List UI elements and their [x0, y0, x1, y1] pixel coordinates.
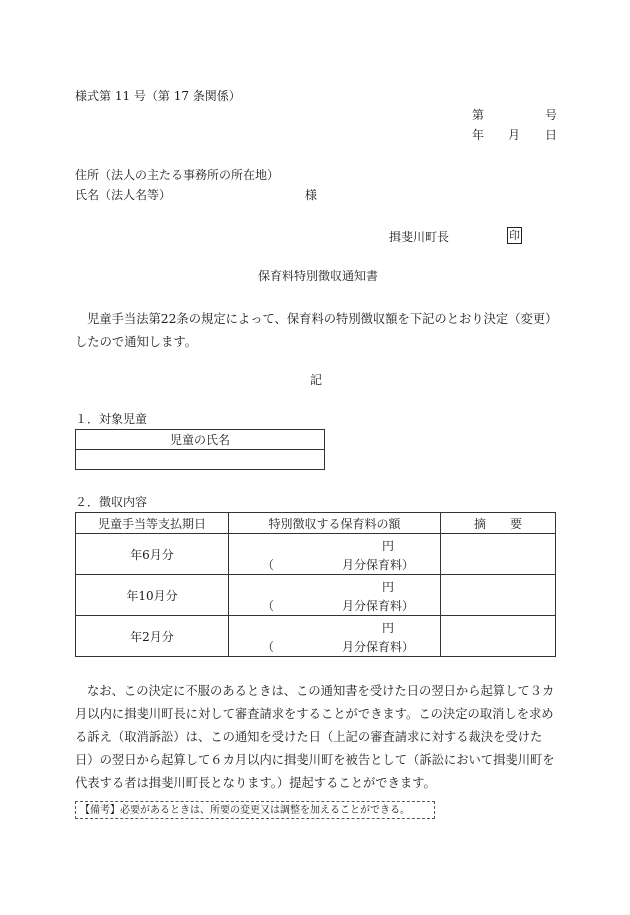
date-day: 日 [545, 128, 558, 142]
yen-label: 円 [381, 539, 394, 553]
form-number: 様式第 11 号（第 17 条関係） [75, 89, 241, 103]
period-cell: 年2月分 [76, 616, 229, 657]
issuer-name: 揖斐川町長 [389, 230, 450, 244]
section2-heading: ２．徴収内容 [75, 495, 148, 509]
seal-stamp: 印 [509, 229, 520, 242]
remark-box: 【備考】必要があるときは、所要の変更又は調整を加えることができる。 [75, 801, 435, 819]
yen-label: 円 [381, 580, 394, 594]
remarks-cell [441, 616, 556, 657]
intro-paragraph: 児童手当法第22条の規定によって、保育料の特別徴収額を下記のとおり決定（変更）したので通知します。 [75, 312, 558, 349]
open-paren: （ [262, 599, 275, 613]
table-row [76, 616, 556, 657]
doc-number-go: 号 [545, 108, 558, 122]
doc-number-dai: 第 [472, 108, 485, 122]
header-remarks: 摘 要 [441, 513, 556, 534]
remarks-cell [441, 575, 556, 616]
date-month: 月 [508, 128, 521, 142]
name-label: 氏名（法人名等） [75, 188, 172, 202]
honorific: 様 [305, 188, 318, 202]
table-row [76, 575, 556, 616]
yen-label: 円 [381, 621, 394, 635]
date-year: 年 [472, 128, 485, 142]
amount-cell [229, 534, 441, 575]
collection-table [75, 512, 556, 657]
header-payment-date: 児童手当等支払期日 [76, 513, 229, 534]
child-name-value [76, 450, 325, 470]
header-amount: 特別徴収する保育料の額 [229, 513, 441, 534]
month-label: 月分保育料） [341, 640, 414, 654]
section1-heading: １．対象児童 [75, 412, 148, 426]
table-row [76, 534, 556, 575]
open-paren: （ [262, 640, 275, 654]
remarks-cell [441, 534, 556, 575]
amount-cell [229, 616, 441, 657]
document-title: 保育料特別徴収通知書 [258, 269, 379, 283]
child-name-header: 児童の氏名 [76, 430, 325, 450]
open-paren: （ [262, 558, 275, 572]
appeal-paragraph: なお、この決定に不服のあるときは、この通知書を受けた日の翌日から起算して３カ月以内に揖斐川町長に対して審査請求をすることができます。この決定の取消しを求める訴え（取消訴訟）は、この通知を受けた日（上記の審査請求に対する裁決を受けた日）の翌日から起算して６カ月以内に揖斐川町を被告として（訴訟において揖斐川町を代表する者は揖斐川町長となります。）提起することができます。 [75, 684, 555, 790]
collection-table-header [76, 513, 556, 534]
month-label: 月分保育料） [341, 558, 414, 572]
period-cell: 年10月分 [76, 575, 229, 616]
period-cell: 年6月分 [76, 534, 229, 575]
child-table [75, 429, 325, 470]
ki-label: 記 [310, 373, 323, 387]
amount-cell [229, 575, 441, 616]
month-label: 月分保育料） [341, 599, 414, 613]
address-label: 住所（法人の主たる事務所の所在地） [75, 168, 280, 182]
